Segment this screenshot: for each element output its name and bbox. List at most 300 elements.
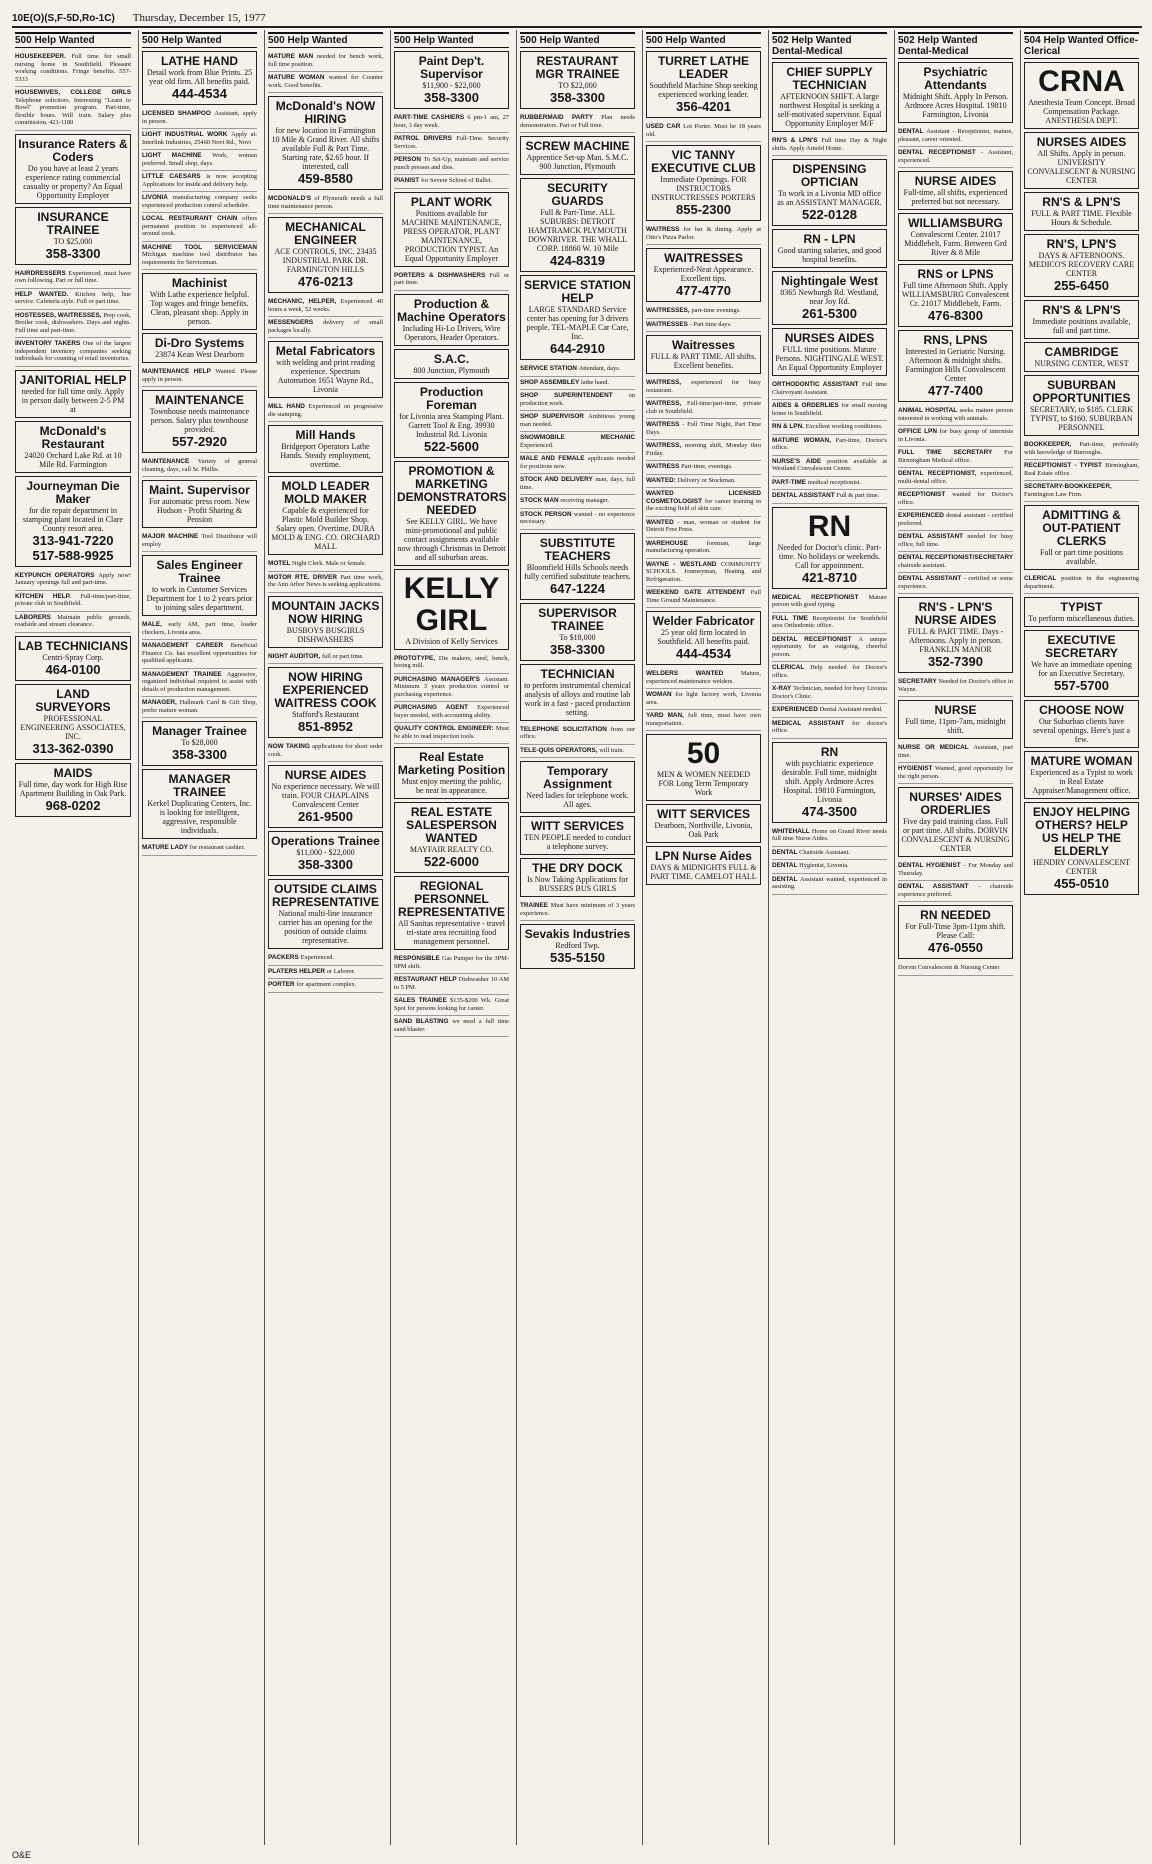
- ad-phone: 421-8710: [802, 569, 857, 585]
- ad-title: CHOOSE NOW: [1039, 703, 1124, 717]
- line-ad: [268, 572, 383, 593]
- ad-title: Waitresses: [672, 338, 735, 352]
- ad-lead: MAJOR MACHINE: [142, 533, 202, 540]
- ad-title: Psychiatric Attendants: [923, 65, 988, 92]
- ad-body: Work, woman preferred. Small shop, days.: [142, 152, 258, 167]
- ad-phone: 647-1224: [550, 580, 605, 596]
- display-ad: [268, 341, 383, 398]
- ad-description: Good starting salaries, and good hospital benefits.: [777, 246, 882, 264]
- line-ad: [394, 723, 509, 744]
- ad-description: Interested in Geriatric Nursing. Afternoon & midnight shifts. Farmington Hills Convalescent Center: [905, 347, 1006, 383]
- ad-lead: MACHINE TOOL SERVICEMAN: [142, 243, 257, 251]
- ad-body: Gas Pumper for the 3PM-9PM shift.: [394, 955, 509, 970]
- ad-description: FULL time positions. Mature Persons. NIGHTINGALE WEST. An Equal Opportunity Employer: [775, 345, 884, 372]
- ad-title: LAB TECHNICIANS: [18, 638, 128, 653]
- ad-lead: SHOP SUPERVISOR: [520, 413, 589, 420]
- ad-title: LAND SURVEYORS: [35, 686, 111, 714]
- ad-description: TO $25,000: [53, 236, 93, 246]
- ad-description: To $28,000: [181, 738, 218, 747]
- ad-title: Production Foreman: [419, 384, 484, 412]
- line-ad: [268, 317, 383, 338]
- line-ad: [520, 900, 635, 921]
- display-ad: [1024, 751, 1139, 799]
- display-ad: [142, 721, 257, 766]
- ad-description: Full time Afternoon Shift. Apply WILLIAMSBURG Convalescent Cr. 21017 Middlebelt, Farm.: [901, 281, 1010, 308]
- classified-column: [1020, 30, 1142, 1845]
- ad-lead: HYGIENIST: [898, 765, 935, 772]
- ad-phone: 424-8319: [550, 253, 605, 268]
- ad-title: WILLIAMSBURG: [908, 216, 1003, 230]
- ad-lead: DENTAL RECEPTIONIST: [898, 149, 982, 156]
- display-ad: [15, 476, 131, 567]
- ad-body: Farmington Law Firm.: [1024, 490, 1083, 498]
- ad-title: RN'S, LPN'S: [1046, 237, 1117, 251]
- line-ad: [646, 587, 761, 608]
- ad-lead: PATROL DRIVERS: [394, 135, 457, 142]
- display-ad: [646, 611, 761, 665]
- line-ad: [142, 531, 257, 552]
- line-ad: [268, 72, 383, 93]
- display-ad: [15, 636, 131, 681]
- line-ad: [646, 224, 761, 245]
- ad-title: Production & Machine Operators: [397, 296, 506, 324]
- line-ad: [520, 453, 635, 474]
- ad-lead: PART-TIME CASHIERS: [394, 114, 468, 121]
- ad-body: needed for busy office, full time.: [898, 533, 1013, 548]
- display-ad: [1024, 132, 1139, 189]
- ad-description: To perform miscellaneous duties.: [1028, 614, 1135, 623]
- line-ad: [520, 509, 635, 530]
- ad-lead: DENTAL ASSISTANT: [898, 883, 979, 890]
- ad-body: wanted - no experience necessary.: [520, 510, 635, 525]
- ad-description: Experienced-Neat Appearance. Excellent tips.: [653, 265, 754, 283]
- ad-title: RNS or LPNS: [917, 267, 994, 281]
- ad-title: OUTSIDE CLAIMS REPRESENTATIVE: [272, 882, 379, 909]
- ad-lead: SHOP ASSEMBLEY: [520, 378, 581, 386]
- line-ad: [268, 558, 383, 572]
- ad-phone: 358-3300: [550, 90, 605, 105]
- ad-lead: PIANIST: [394, 177, 421, 184]
- ad-title: McDonald's Restaurant: [39, 423, 107, 451]
- ad-description: needed for full time only. Apply in person daily between 2-5 PM at: [21, 386, 125, 414]
- ad-lead: TRAINEE: [520, 902, 551, 909]
- ad-body: Lot Porter. Must be 18 years old.: [646, 123, 761, 138]
- ad-title: Metal Fabricators: [275, 344, 376, 358]
- ad-title: RN: [807, 509, 852, 543]
- display-ad: [394, 876, 509, 950]
- ad-lead: WAITRESS,: [646, 442, 685, 449]
- ad-lead: NURSE OR MEDICAL: [898, 744, 974, 751]
- ad-description: 23874 Kean West Dearborn: [155, 350, 244, 359]
- ad-lead: CLERICAL: [772, 664, 811, 671]
- line-ad: [646, 398, 761, 419]
- line-ad: [772, 490, 887, 504]
- ad-lead: PURCHASING MANAGER'S: [394, 675, 484, 683]
- ad-title: NURSES' AIDES ORDERLIES: [909, 790, 1002, 817]
- ad-description: with psychiatric experience desirable. Full time, midnight shift. Apply Ardmore Acres Hospital. 19810 Farmington, Livonia: [782, 758, 877, 804]
- ad-body: for small nursing home in Southfield.: [772, 402, 887, 417]
- ad-title: ADMITTING & OUT-PATIENT CLERKS: [1042, 508, 1121, 548]
- line-ad: [772, 379, 887, 400]
- ad-description: 25 year old firm located in Southfield. All benefits paid.: [657, 628, 750, 646]
- ad-lead: STOCK PERSON: [520, 510, 574, 518]
- ad-body: position available at Westland Convalescent Center.: [772, 457, 888, 472]
- display-ad: [142, 480, 257, 528]
- display-ad: [898, 787, 1013, 857]
- ad-lead: WAITRESSES,: [646, 307, 692, 314]
- line-ad: [142, 697, 257, 718]
- ad-title: Sales Engineer Trainee: [156, 558, 243, 585]
- ad-description: HENDRY CONVALESCENT CENTER: [1032, 858, 1131, 876]
- ad-description: Full time, 11pm-7am, midnight shift.: [905, 717, 1006, 735]
- ad-title: RNS, LPNS: [923, 333, 988, 347]
- ad-title: NURSE AIDES: [914, 174, 997, 188]
- ad-description: Centri-Spray Corp.: [42, 652, 104, 662]
- display-ad: [268, 596, 383, 648]
- line-ad: [772, 683, 887, 704]
- ad-description: For automatic press room. New Hudson - Profit Sharing & Pension: [148, 497, 251, 524]
- ad-title: RN: [820, 744, 839, 759]
- display-ad: [15, 763, 131, 817]
- ad-body: Michigan machine tool distributor has requirements for Serviceman.: [142, 251, 257, 266]
- display-ad: [1024, 802, 1139, 895]
- ad-body: Aggressive, organized individual required to assist with details of production management.: [142, 670, 257, 693]
- ad-body: - certified or some experience.: [898, 575, 1013, 590]
- ad-phone: 477-7400: [928, 383, 983, 398]
- display-ad: [394, 461, 509, 566]
- line-ad: [15, 570, 131, 591]
- display-ad: [772, 742, 887, 823]
- ad-lead: WELDERS WANTED: [646, 670, 741, 677]
- line-ad: [394, 995, 509, 1016]
- ad-description: Full-time, all shifts, experienced preferred but not necessary.: [903, 188, 1008, 206]
- line-ad: [898, 147, 1013, 168]
- column-heading: 500 Help Wanted: [15, 32, 131, 48]
- line-ad: [772, 860, 887, 874]
- display-ad: [898, 62, 1013, 123]
- ad-body: Apply at: Interlink Industries, 25460 Novi Rd., Novi: [142, 131, 258, 146]
- ad-phone: 474-3500: [802, 803, 857, 819]
- ad-title: Nightingale West: [780, 274, 879, 288]
- line-ad: [898, 426, 1013, 447]
- ad-description: Midnight Shift. Apply In Person. Ardmore Acres Hospital. 19810 Farmington, Livonia: [902, 92, 1009, 119]
- ad-phone: 476-0213: [298, 274, 353, 289]
- ad-lead: MATURE WOMAN,: [772, 436, 836, 444]
- ad-description: Southfield Machine Shop seeking experienced working leader.: [649, 81, 758, 99]
- ad-body: Assistant. Minimum 3 years production control or purchasing experience.: [394, 675, 509, 698]
- line-ad: [520, 474, 635, 495]
- line-ad: [520, 112, 635, 133]
- line-ad: [646, 461, 761, 475]
- ad-lead: STOCK MAN: [520, 497, 561, 504]
- ad-description: $11,000 - $22,000: [296, 848, 355, 857]
- ad-lead: LIGHT INDUSTRIAL WORK: [142, 131, 232, 138]
- ad-title: MECHANICAL ENGINEER: [285, 220, 366, 247]
- ad-description: with welding and print reading experience. Spectrum Automation 1651 Wayne Rd., Livonia: [276, 358, 375, 394]
- line-ad: [142, 619, 257, 640]
- ad-body: wanted for Counter work. Good benefits.: [268, 74, 383, 89]
- ad-body: Full time Clairvoyant Assistant.: [772, 381, 887, 396]
- line-ad: [394, 702, 509, 723]
- ad-description: 800 Junction, Plymouth: [413, 365, 490, 375]
- ad-phone: 358-3300: [172, 747, 227, 762]
- ad-title: WITT SERVICES: [656, 807, 751, 821]
- ad-body: Hallmark Card & Gift Shop, prefer mature woman.: [142, 699, 257, 714]
- ad-description: for new location in Farmington 10 Mile & Grand River. All shifts available Full & Part Time. Starting rate, $2.65 hour. If interested, call: [271, 126, 380, 171]
- ad-phone: 476-0550: [928, 940, 983, 955]
- ad-body: for restaurant cashier.: [189, 844, 245, 851]
- ad-lead: MECHANIC, HELPER,: [268, 298, 341, 305]
- ad-lead: WAITRESS,: [646, 400, 687, 407]
- ad-description: Need ladies for telephone work. All ages.: [526, 791, 629, 809]
- ad-description: DAYS & MIDNIGHTS FULL & PART TIME. CAMELOT HALL: [650, 863, 757, 881]
- line-ad: [772, 634, 887, 663]
- ad-body: Part time work, the Ann Arbor News is seeking applications.: [268, 573, 383, 588]
- ad-lead: CLERICAL: [1024, 575, 1062, 582]
- line-ad: [142, 171, 257, 192]
- line-ad: [898, 468, 1013, 489]
- display-ad: [646, 846, 761, 885]
- ad-title: NURSE AIDES: [284, 768, 367, 782]
- ad-body: To Set-Up, maintain and service punch presses and dies.: [394, 156, 509, 171]
- ad-body: is now accepting Applications for inside and delivery help.: [142, 173, 257, 188]
- display-ad: [646, 51, 761, 118]
- ad-body: for Severe School of Ballet.: [421, 177, 493, 184]
- ad-lead: NURSE'S AIDE: [772, 457, 828, 465]
- ad-lead: SALES TRAINEE: [394, 997, 451, 1004]
- ad-body: Hygienist, Livonia.: [799, 862, 849, 869]
- ad-lead: DENTAL: [898, 128, 927, 135]
- ad-lead: RN & LPN.: [772, 423, 806, 430]
- ad-lead: MATURE MAN: [268, 53, 317, 60]
- ad-lead: PROTOTYPE,: [394, 654, 439, 662]
- ad-lead: PORTERS & DISHWASHERS: [394, 271, 490, 279]
- ad-title: NOW HIRING EXPERIENCED WAITRESS COOK: [274, 670, 377, 710]
- ad-title: SERVICE STATION HELP: [524, 278, 631, 305]
- ad-body: position in the engineering department.: [1024, 575, 1139, 590]
- ad-body: Full-time/part-time, private club in Southfield.: [646, 400, 761, 415]
- ad-body: Maintain public grounds, roadside and stream clearance.: [15, 613, 131, 628]
- line-ad: [772, 704, 887, 718]
- line-ad: [898, 552, 1013, 573]
- ad-title: MOLD LEADER MOLD MAKER: [281, 479, 370, 506]
- ad-body: Kitchen help, line service. Cafeteria style. Full or part time.: [15, 290, 131, 305]
- ad-title: RN'S - LPN'S NURSE AIDES: [914, 600, 997, 627]
- ad-title: DISPENSING OPTICIAN: [792, 162, 867, 189]
- ad-body: will train.: [599, 746, 625, 754]
- ad-description: for Livonia area Stamping Plant. Garrett Tool & Eng. 39930 Industrial Rd. Livonia: [399, 411, 504, 439]
- ad-body: Part-time, Doctor's office.: [772, 436, 887, 451]
- line-ad: [15, 338, 131, 367]
- display-ad: [394, 51, 509, 109]
- display-ad: [772, 229, 887, 268]
- line-ad: [142, 129, 257, 150]
- ad-body: Wanted. Please apply in person.: [142, 368, 257, 383]
- ad-description: For Full-Time 3pm-11pm shift. Please Call:: [905, 922, 1006, 940]
- ad-lead: LABORERS: [15, 613, 58, 621]
- line-ad: [394, 270, 509, 291]
- ad-body: needed for bench work, full time position.: [268, 53, 383, 68]
- ad-body: Tool Distributor will employ: [142, 533, 258, 548]
- display-ad: [772, 62, 887, 132]
- ad-description: We have an immediate opening for an Executive Secretary.: [1031, 660, 1132, 678]
- ad-body: applicants needed for positions now.: [520, 455, 635, 470]
- display-ad: [1024, 234, 1139, 297]
- ad-body: Beneficial Finance Co. has excellent opportunities for qualified applicants.: [142, 642, 257, 664]
- ad-body: wanted for Doctor's office.: [898, 491, 1013, 506]
- classified-column: [642, 30, 764, 1845]
- display-ad: [268, 425, 383, 473]
- line-ad: [520, 745, 635, 759]
- ad-lead: WAREHOUSE: [646, 539, 707, 547]
- ad-body: dental assistant - certified preferred.: [898, 512, 1013, 527]
- ad-body: manufacturing company seeks experienced production control scheduler.: [142, 194, 257, 209]
- display-ad: [394, 349, 509, 379]
- ad-lead: ORTHODONTIC ASSISTANT: [772, 381, 863, 388]
- ad-body: Mature person with good typing.: [772, 593, 887, 608]
- display-ad: [268, 217, 383, 293]
- ad-body: of Plymouth needs a full time maintenance person.: [268, 195, 383, 210]
- ad-body: - man, woman or student for Detroit Free Press.: [646, 518, 761, 533]
- ad-description: for die repair department in stamping plant located in Clare County resort area.: [23, 505, 123, 533]
- line-ad: [394, 674, 509, 703]
- ad-lead: PACKERS: [268, 954, 301, 961]
- line-ad: [142, 366, 257, 387]
- ad-body: Dental Assistant needed.: [819, 706, 883, 713]
- line-ad: [268, 966, 383, 980]
- ad-description: Bridgeport Operators Lathe Hands. Steady employment, overtime.: [280, 442, 371, 469]
- ad-title: MAINTENANCE: [155, 393, 244, 407]
- ad-lead: MEDICAL RECEPTIONIST: [772, 593, 869, 601]
- ad-lead: TELEPHONE SOLICITATION: [520, 725, 611, 733]
- ad-body: Assistant - Receptionist, mature, pleasant, career oriented.: [898, 128, 1013, 143]
- line-ad: [268, 296, 383, 317]
- ad-description: Must enjoy meeting the public, be neat in appearance.: [401, 777, 502, 795]
- ad-phone: 356-4201: [676, 99, 731, 114]
- line-ad: [646, 559, 761, 588]
- ad-body: Needed for Doctor's office in Wayne.: [898, 678, 1013, 693]
- ad-title: SCREW MACHINE: [525, 139, 630, 153]
- ad-description: A Division of Kelly Services: [405, 636, 498, 646]
- ad-lead: RESTAURANT HELP: [394, 976, 459, 983]
- ad-lead: MATURE WOMAN: [268, 74, 329, 81]
- line-ad: [15, 591, 131, 612]
- ad-lead: LIGHT MACHINE: [142, 152, 213, 159]
- display-ad: [898, 264, 1013, 327]
- ad-phone: 444-4534: [172, 86, 227, 101]
- ad-body: Prep cook, Broiler cook, dishwashers. Days and nights. Full time and part-time.: [15, 311, 131, 334]
- line-ad: [898, 881, 1013, 902]
- ad-description: Needed for Doctor's clinic. Part-time. No holidays or weekends. Call for appointment.: [777, 542, 882, 570]
- ad-lead: DENTAL RECEPTIONIST/SECRETARY: [898, 554, 1013, 561]
- ad-title: Journeyman Die Maker: [26, 478, 120, 506]
- line-ad: [772, 613, 887, 634]
- ad-description: Immediate Openings. FOR INSTRUCTORS INSTRUCTRESSES PORTERS: [651, 175, 756, 202]
- display-ad: [268, 476, 383, 555]
- line-ad: [898, 405, 1013, 426]
- ad-body: - Full Time Night, Part Time Days.: [646, 421, 761, 436]
- display-ad: [15, 207, 131, 265]
- ad-body: for bar & dining. Apply at Otto's Pizza Parlor.: [646, 226, 761, 241]
- ad-title: VIC TANNY EXECUTIVE CLUB: [651, 148, 756, 175]
- ad-body: Dorvin Convalescent & Nursing Center: [898, 964, 1000, 971]
- ad-phone: 476-8300: [928, 308, 983, 323]
- ad-body: Ambitious young man needed.: [520, 413, 636, 428]
- ad-title: REGIONAL PERSONNEL REPRESENTATIVE: [398, 879, 505, 919]
- ad-body: from our office.: [520, 725, 636, 740]
- ad-phone: 522-5600: [424, 438, 479, 454]
- ad-lead: PLATERS HELPER: [268, 967, 327, 975]
- ad-phone: 358-3300: [424, 90, 479, 105]
- line-ad: [394, 974, 509, 995]
- ad-title: KELLY GIRL: [403, 571, 500, 637]
- ad-title: 50: [686, 737, 721, 770]
- ad-lead: ANIMAL HOSPITAL: [898, 407, 960, 414]
- ad-lead: MAINTENANCE HELP: [142, 368, 216, 375]
- ad-lead: NOW TAKING: [268, 743, 313, 750]
- line-ad: [394, 154, 509, 175]
- display-ad: [142, 273, 257, 330]
- ad-title: Mill Hands: [295, 428, 356, 442]
- ad-phone: 557-5700: [1054, 678, 1109, 693]
- ad-title: CRNA: [1038, 65, 1125, 98]
- line-ad: [268, 952, 383, 966]
- ad-title: Maint. Supervisor: [149, 483, 250, 497]
- ad-lead: DENTAL ASSISTANT: [898, 533, 968, 540]
- ad-lead: PURCHASING AGENT: [394, 704, 478, 711]
- ad-lead: HOSTESSES, WAITRESSES,: [15, 311, 104, 319]
- ad-lead: INVENTORY TAKERS: [15, 340, 83, 347]
- ad-body: chairside assistant.: [898, 561, 946, 569]
- line-ad: [772, 826, 887, 847]
- ad-title: WAITRESSES: [664, 251, 743, 265]
- ad-lead: LICENSED SHAMPOO: [142, 110, 215, 117]
- line-ad: [520, 432, 635, 453]
- ad-body: Assistant, apply in person.: [142, 110, 257, 125]
- ad-description: SECRETARY, to $185. CLERK TYPIST, to $160. SUBURBAN PERSONNEL: [1029, 405, 1133, 432]
- ad-description: TEN PEOPLE needed to conduct a telephone survey.: [523, 833, 632, 851]
- line-ad: [772, 874, 887, 895]
- ad-lead: MILL HAND: [268, 403, 309, 410]
- ad-title: LPN Nurse Aides: [655, 849, 752, 863]
- ad-lead: BOOKKEEPER,: [1024, 441, 1080, 448]
- ad-description: DAYS & AFTERNOONS. MEDICO'S RECOVERY CARE CENTER: [1028, 251, 1135, 278]
- display-ad: [1024, 192, 1139, 231]
- display-ad: [898, 213, 1013, 261]
- ad-body: Die makers, steel, bench, boring mill.: [394, 654, 509, 669]
- ad-phone: 522-0128: [802, 207, 857, 222]
- classified-column: [390, 30, 512, 1845]
- ad-title: Manager Trainee: [152, 724, 247, 738]
- ad-lead: SNOWMOBILE MECHANIC: [520, 434, 635, 441]
- line-ad: [268, 401, 383, 422]
- line-ad: [268, 741, 383, 762]
- ad-body: Experienced.: [300, 954, 335, 961]
- ad-body: One of the largest independent inventory companies seeking individuals for counting of retail inventories.: [15, 340, 131, 362]
- ad-title: INSURANCE TRAINEE: [37, 209, 109, 237]
- ad-lead: MANAGER,: [142, 699, 180, 706]
- ad-phone: 522-6000: [424, 854, 479, 869]
- ad-description: to perform instrumental chemical analysis of alloys and routine lab work in a fast - paced production setting.: [524, 680, 631, 717]
- display-ad: [898, 171, 1013, 210]
- line-ad: [772, 400, 887, 421]
- line-ad: [646, 689, 761, 710]
- ad-lead: STOCK AND DELIVERY: [520, 476, 596, 483]
- line-ad: [646, 377, 761, 398]
- ad-body: 6 pm-1 am, 27 hour, 3 day week.: [394, 114, 509, 129]
- display-ad: [772, 507, 887, 589]
- ad-lead: EXPERIENCED: [898, 512, 947, 519]
